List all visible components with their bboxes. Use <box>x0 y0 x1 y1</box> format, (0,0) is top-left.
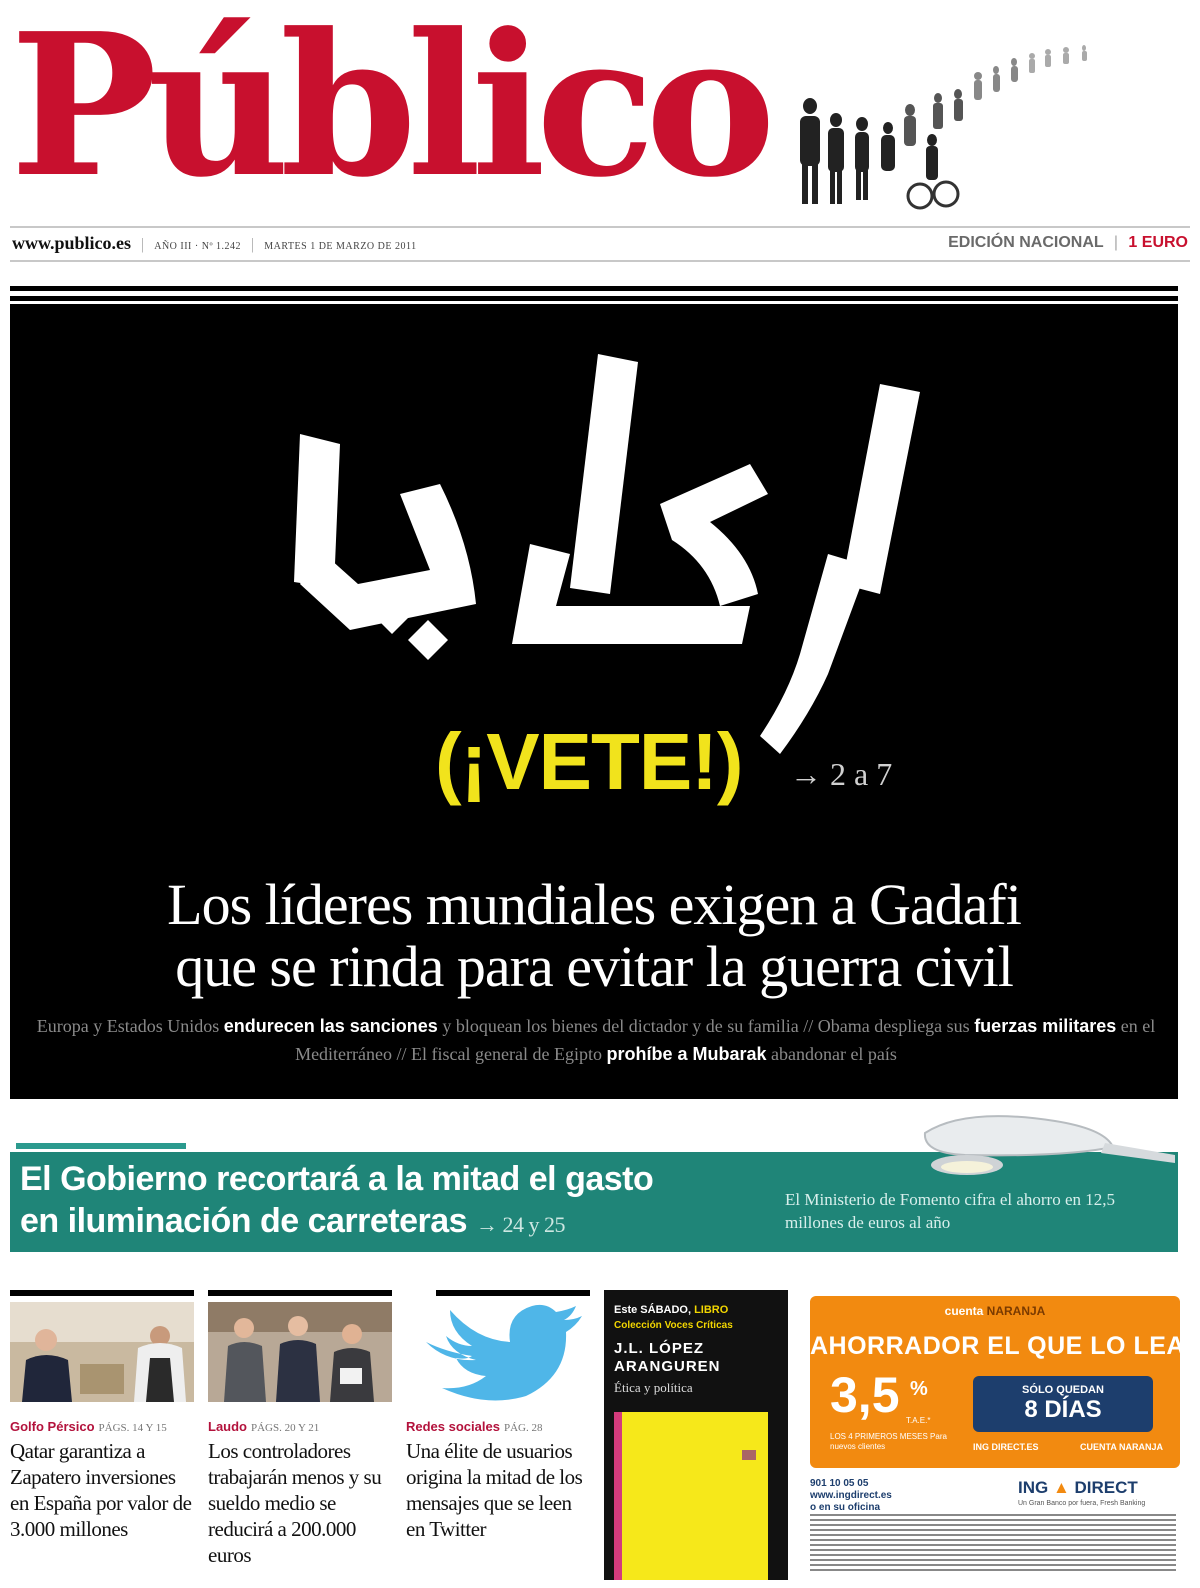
page-reference[interactable]: PÁG. 28 <box>503 1422 543 1434</box>
highlight-mubarak: prohíbe a Mubarak <box>606 1044 767 1064</box>
lead-top-rules <box>10 286 1178 302</box>
story-headline: Los controladores trabajarán menos y su sueldo medio se reducirá a 200.000 euros <box>208 1439 382 1567</box>
arabic-text-graphic <box>280 344 980 764</box>
page-reference[interactable]: PÁGS. 20 Y 21 <box>251 1422 320 1434</box>
edition-info-bar: www.publico.es | AÑO III · Nº 1.242 | MARTES 1 DE MARZO DE 2011 EDICIÓN NACIONAL | 1 EURO <box>10 226 1190 262</box>
kicker-label: Golfo Pérsico <box>10 1419 95 1434</box>
lighting-headline: El Gobierno recortará a la mitad el gasto en iluminación de carreteras → 24 y 25 <box>20 1160 654 1240</box>
issue-date: MARTES 1 DE MARZO DE 2011 <box>264 241 417 252</box>
teal-accent-rule <box>16 1143 186 1149</box>
lead-summary: Europa y Estados Unidos endurecen las sanciones y bloquean los bienes del dictador y de su familia // Obama despliega sus fuerzas militares en el Mediterráneo // El fiscal general de Egipto prohíbe a Mubarak abandonar el país <box>36 1016 1156 1064</box>
ad-title: AHORRADOR EL QUE LO LEA <box>810 1332 1185 1360</box>
page-reference[interactable]: → 2 a 7 <box>790 756 893 792</box>
ing-direct-ad[interactable]: cuenta NARANJA AHORRADOR EL QUE LO LEA 3,5 % T.A.E.* LOS 4 PRIMEROS MESES Para nuevos clientes SÓLO QUEDAN 8 DÍAS ING DIRECT.ES CUENTA NARANJA 901 10 05 05 www.ingdirect.es o en su oficina ING ▲ DIRECT Un Gran Banco por fuera, Fresh Banking <box>810 1296 1190 1580</box>
kicker-label: Redes sociales <box>406 1419 500 1434</box>
masthead <box>10 0 1190 224</box>
book-cover-image <box>614 1412 768 1580</box>
days-remaining-badge: SÓLO QUEDAN 8 DÍAS <box>973 1376 1153 1432</box>
kicker-label: Laudo <box>208 1419 247 1434</box>
page-reference[interactable]: PÁGS. 14 Y 15 <box>98 1422 167 1434</box>
book-subtitle: Ética y política <box>614 1380 693 1395</box>
price-label: 1 EURO <box>1128 234 1188 251</box>
photo-controllers-signing <box>208 1302 392 1402</box>
book-author: J.L. LÓPEZ ARANGUREN <box>614 1340 721 1375</box>
street-lamp-image <box>905 1107 1175 1197</box>
story-headline: Qatar garantiza a Zapatero inversiones en España por valor de 3.000 millones <box>10 1439 192 1541</box>
lighting-subhead: El Ministerio de Fomento cifra el ahorro en 12,5 millones de euros al año <box>785 1190 1115 1232</box>
vete-translation: (¡VETE!) <box>435 717 743 806</box>
crowd-silhouette-illustration <box>770 28 1100 228</box>
ing-logo: ING ▲ DIRECT <box>1018 1478 1138 1497</box>
twitter-bird-icon <box>406 1302 590 1402</box>
photo-qatar-meeting <box>10 1302 194 1402</box>
story-qatar[interactable] <box>10 1290 194 1580</box>
cuenta-naranja-link[interactable]: CUENTA NARANJA <box>1080 1442 1163 1452</box>
highlight-military: fuerzas militares <box>974 1016 1117 1036</box>
website-link[interactable]: www.publico.es <box>12 233 132 253</box>
story-twitter[interactable] <box>406 1290 590 1580</box>
story-headline: Una élite de usuarios origina la mitad de los mensajes que se leen en Twitter <box>406 1439 583 1541</box>
page-reference[interactable]: → 24 y 25 <box>476 1212 566 1237</box>
legal-fine-print <box>810 1514 1176 1572</box>
highlight-sanctions: endurecen las sanciones <box>223 1016 438 1036</box>
interest-rate: 3,5 <box>830 1367 900 1423</box>
ad-contact: 901 10 05 05 www.ingdirect.es o en su oficina <box>810 1478 892 1513</box>
ing-site-link[interactable]: ING DIRECT.ES <box>973 1442 1039 1452</box>
lion-icon: ▲ <box>1052 1478 1070 1497</box>
newspaper-logo[interactable]: Público <box>10 0 766 221</box>
lead-story[interactable] <box>10 304 1178 1099</box>
edition-label: EDICIÓN NACIONAL <box>948 234 1104 251</box>
issue-number: AÑO III · Nº 1.242 <box>154 241 242 252</box>
lead-headline[interactable]: Los líderes mundiales exigen a Gadafi que se rinda para evitar la guerra civil <box>167 872 1021 999</box>
book-promo-ad[interactable]: Este SÁBADO, LIBRO Colección Voces Críticas J.L. LÓPEZ ARANGUREN Ética y política <box>604 1290 788 1580</box>
story-controllers[interactable] <box>208 1290 392 1580</box>
